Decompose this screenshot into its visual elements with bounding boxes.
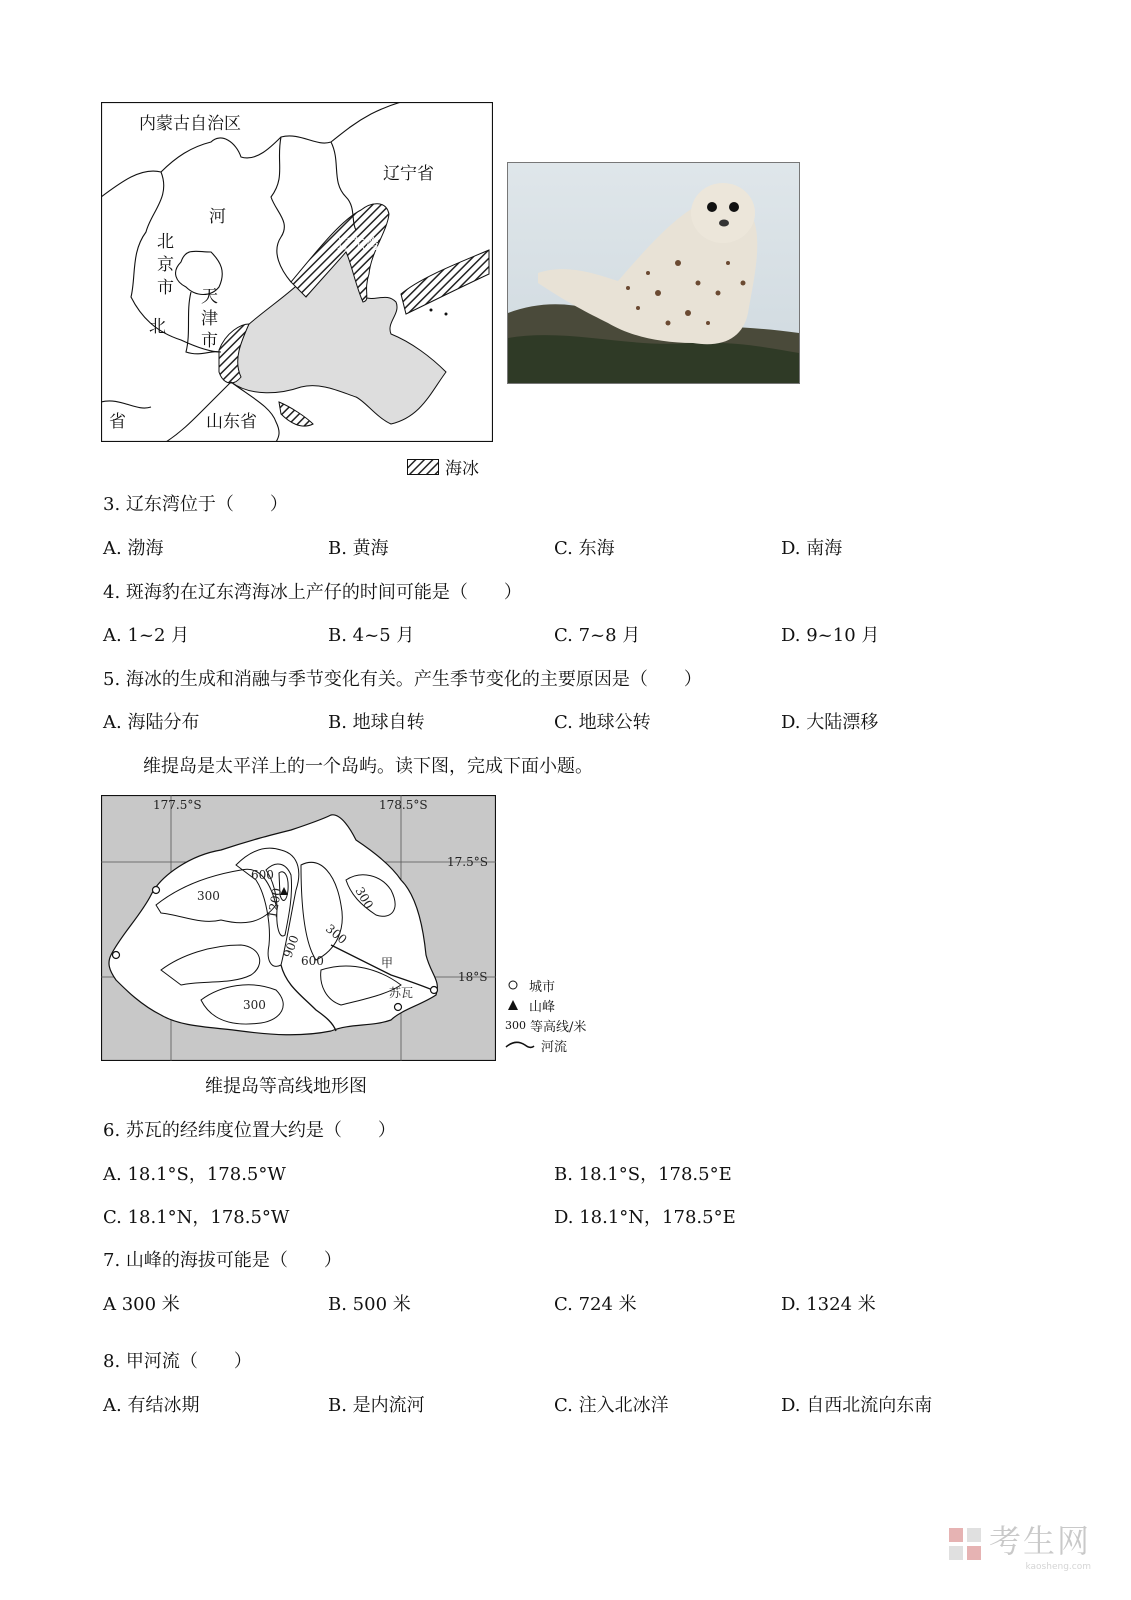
lat-label-175: 17.5°S bbox=[447, 855, 488, 869]
q4-option-a[interactable]: A. 1~2 月 bbox=[103, 625, 190, 646]
label-jia: 甲 bbox=[381, 956, 394, 970]
question-5: 5. 海冰的生成和消融与季节变化有关。产生季节变化的主要原因是（ ） bbox=[103, 669, 702, 690]
lat-label-18: 18°S bbox=[458, 970, 488, 984]
q6-option-a[interactable]: A. 18.1°S，178.5°W bbox=[103, 1164, 286, 1185]
watermark-text: 考生网 bbox=[988, 1522, 1091, 1560]
contour-label-4: 300 bbox=[352, 884, 376, 912]
q8-option-b[interactable]: B. 是内流河 bbox=[328, 1395, 425, 1416]
contour-label-8: 300 bbox=[243, 998, 266, 1012]
q3-option-c[interactable]: C. 东海 bbox=[554, 538, 615, 559]
intro-text: 维提岛是太平洋上的一个岛屿。读下图，完成下面小题。 bbox=[143, 756, 593, 777]
river-legend-icon bbox=[505, 1039, 535, 1051]
q4-option-c[interactable]: C. 7~8 月 bbox=[554, 625, 641, 646]
watermark bbox=[947, 1516, 1091, 1572]
label-bei: 北 bbox=[149, 317, 166, 337]
contour-label-6: 900 bbox=[280, 933, 302, 960]
label-he: 河 bbox=[209, 207, 226, 227]
q3-option-a[interactable]: A. 渤海 bbox=[103, 538, 164, 559]
q8-option-a[interactable]: A. 有结冰期 bbox=[103, 1395, 200, 1416]
label-shandong: 山东省 bbox=[206, 412, 257, 432]
label-sheng: 省 bbox=[109, 412, 126, 432]
q5-option-b[interactable]: B. 地球自转 bbox=[328, 712, 425, 733]
contour-label-7: 600 bbox=[301, 954, 324, 968]
seal-icon bbox=[508, 163, 799, 383]
label-tianjin-2: 津 bbox=[201, 309, 218, 329]
q3-option-b[interactable]: B. 黄海 bbox=[328, 538, 389, 559]
q5-option-c[interactable]: C. 地球公转 bbox=[554, 712, 651, 733]
question-8: 8. 甲河流（ ） bbox=[103, 1351, 252, 1372]
label-liaoning: 辽宁省 bbox=[383, 164, 434, 184]
map-caption: 维提岛等高线地形图 bbox=[205, 1076, 367, 1097]
contour-label-3: 1200 bbox=[265, 886, 285, 920]
viti-levu-map bbox=[101, 795, 496, 1061]
watermark-url: kaosheng.com bbox=[1025, 1562, 1091, 1572]
ice-legend bbox=[407, 454, 479, 479]
q5-option-d[interactable]: D. 大陆漂移 bbox=[781, 712, 879, 733]
label-tianjin-1: 天 bbox=[201, 287, 218, 307]
label-liaodong-bay: 辽东湾 bbox=[337, 237, 379, 253]
legend-contour: 300 等高线/米 bbox=[505, 1018, 587, 1035]
q6-option-b[interactable]: B. 18.1°S，178.5°E bbox=[554, 1164, 732, 1185]
q7-option-b[interactable]: B. 500 米 bbox=[328, 1294, 411, 1315]
peak-legend-icon bbox=[505, 999, 521, 1011]
bohai-map-svg bbox=[101, 102, 493, 442]
q8-option-d[interactable]: D. 自西北流向东南 bbox=[781, 1395, 933, 1416]
label-beijing-3: 市 bbox=[157, 278, 174, 298]
question-3: 3. 辽东湾位于（ ） bbox=[103, 494, 288, 515]
label-tianjin-3: 市 bbox=[201, 331, 218, 351]
q6-option-c[interactable]: C. 18.1°N，178.5°W bbox=[103, 1207, 290, 1228]
question-7: 7. 山峰的海拔可能是（ ） bbox=[103, 1250, 342, 1271]
bohai-map bbox=[101, 102, 493, 442]
contour-label-1: 300 bbox=[197, 889, 220, 903]
q7-option-a[interactable]: A 300 米 bbox=[103, 1294, 180, 1315]
q6-option-d[interactable]: D. 18.1°N，178.5°E bbox=[554, 1207, 736, 1228]
q4-option-b[interactable]: B. 4~5 月 bbox=[328, 625, 415, 646]
watermark-logo-icon bbox=[947, 1526, 983, 1562]
contour-legend bbox=[505, 975, 625, 1055]
viti-levu-map-svg bbox=[101, 795, 496, 1061]
label-beijing-1: 北 bbox=[157, 232, 174, 252]
q8-option-c[interactable]: C. 注入北冰洋 bbox=[554, 1395, 669, 1416]
legend-river: 河流 bbox=[505, 1035, 625, 1055]
question-6: 6. 苏瓦的经纬度位置大约是（ ） bbox=[103, 1120, 396, 1141]
ice-legend-swatch bbox=[407, 459, 439, 475]
contour-label-5: 300 bbox=[322, 921, 350, 947]
ice-legend-label: 海冰 bbox=[445, 459, 479, 479]
q3-option-d[interactable]: D. 南海 bbox=[781, 538, 843, 559]
label-suva: 苏瓦 bbox=[389, 986, 414, 1000]
contour-label-2: 600 bbox=[251, 868, 274, 882]
lon-label-1785: 178.5°S bbox=[379, 798, 428, 812]
label-inner-mongolia: 内蒙古自治区 bbox=[139, 114, 241, 134]
label-beijing-2: 京 bbox=[157, 255, 174, 275]
seal-photo bbox=[507, 162, 800, 384]
q5-option-a[interactable]: A. 海陆分布 bbox=[103, 712, 200, 733]
q7-option-d[interactable]: D. 1324 米 bbox=[781, 1294, 876, 1315]
lon-label-1775: 177.5°S bbox=[153, 798, 202, 812]
legend-peak: 山峰 bbox=[505, 995, 625, 1015]
question-4: 4. 斑海豹在辽东湾海冰上产仔的时间可能是（ ） bbox=[103, 582, 522, 603]
q7-option-c[interactable]: C. 724 米 bbox=[554, 1294, 637, 1315]
legend-city: 城市 bbox=[505, 975, 625, 995]
q4-option-d[interactable]: D. 9~10 月 bbox=[781, 625, 880, 646]
